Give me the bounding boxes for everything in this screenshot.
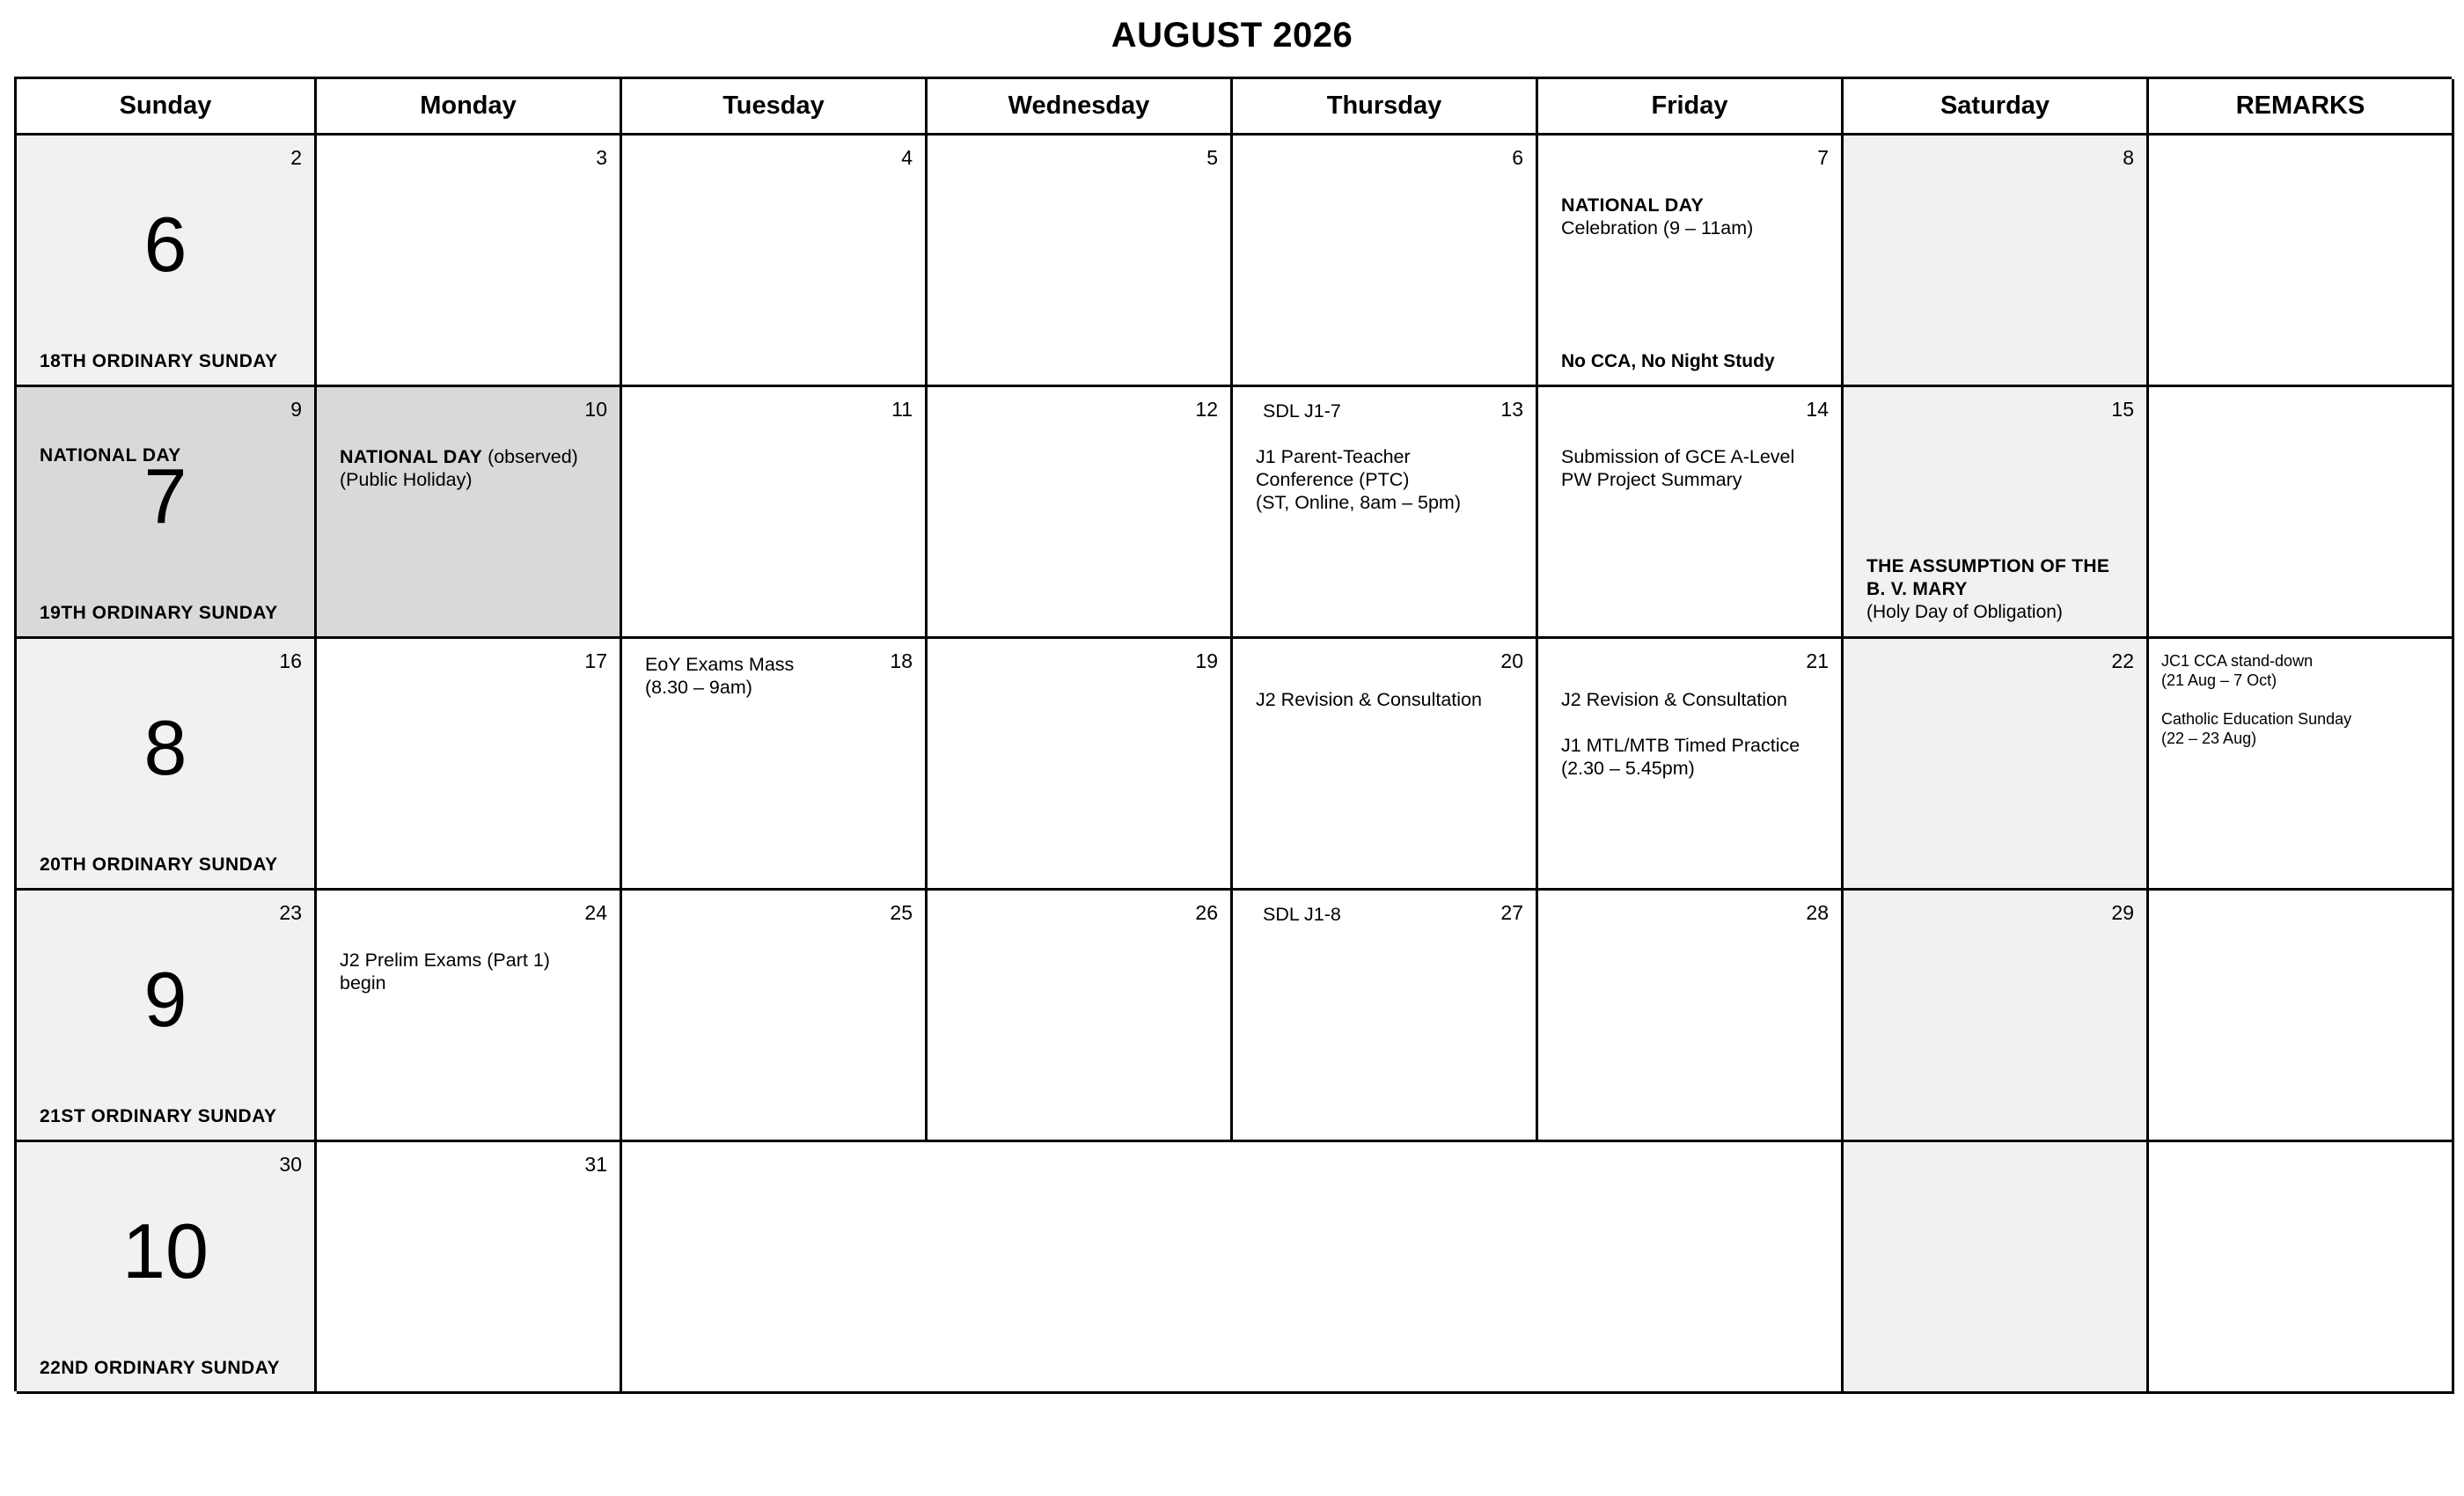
day-number: 19 bbox=[1195, 649, 1218, 672]
day-number: 23 bbox=[279, 901, 302, 924]
event-title-suffix: (observed) bbox=[482, 446, 578, 467]
week-number: 10 bbox=[122, 1207, 209, 1294]
remark-line: (22 – 23 Aug) bbox=[2161, 730, 2257, 747]
day-number: 14 bbox=[1806, 398, 1829, 421]
remarks-cell[interactable] bbox=[2149, 639, 2454, 891]
event-line: Submission of GCE A-Level bbox=[1561, 446, 1795, 467]
header-monday: Monday bbox=[317, 79, 622, 136]
header-thursday: Thursday bbox=[1233, 79, 1538, 136]
event-j2-prelim bbox=[340, 949, 604, 994]
day-number: 25 bbox=[890, 901, 913, 924]
week-number: 7 bbox=[143, 452, 187, 539]
day-number: 13 bbox=[1500, 398, 1523, 421]
day-cell[interactable] bbox=[317, 1142, 622, 1394]
remarks-cell[interactable] bbox=[2149, 891, 2454, 1142]
event-line: (2.30 – 5.45pm) bbox=[1561, 758, 1695, 779]
event-line: begin bbox=[340, 972, 386, 994]
day-number: 7 bbox=[1817, 146, 1829, 169]
day-number: 5 bbox=[1206, 146, 1218, 169]
ordinary-sunday-label: 20TH ORDINARY SUNDAY bbox=[40, 854, 278, 875]
day-number: 12 bbox=[1195, 398, 1218, 421]
day-number: 31 bbox=[584, 1153, 607, 1176]
day-number: 22 bbox=[2111, 649, 2134, 672]
day-cell[interactable] bbox=[1233, 891, 1538, 1142]
remarks-cell[interactable] bbox=[2149, 136, 2454, 387]
day-cell-sunday[interactable] bbox=[17, 891, 317, 1142]
event-line: J2 Prelim Exams (Part 1) bbox=[340, 950, 550, 971]
event-line: Conference (PTC) bbox=[1256, 469, 1410, 490]
sdl-label: SDL J1-7 bbox=[1263, 400, 1341, 422]
remarks-text bbox=[2161, 651, 2443, 748]
event-line: (ST, Online, 8am – 5pm) bbox=[1256, 492, 1462, 513]
day-cell[interactable] bbox=[1538, 891, 1844, 1142]
day-number: 21 bbox=[1806, 649, 1829, 672]
event-line: PW Project Summary bbox=[1561, 469, 1742, 490]
day-number: 6 bbox=[1512, 146, 1523, 169]
day-cell[interactable] bbox=[622, 136, 928, 387]
day-cell[interactable] bbox=[317, 387, 622, 639]
day-cell[interactable] bbox=[317, 136, 622, 387]
day-number: 2 bbox=[290, 146, 302, 169]
event-national-day-observed bbox=[340, 445, 604, 491]
day-cell[interactable] bbox=[1538, 639, 1844, 891]
week-number: 9 bbox=[143, 956, 187, 1043]
remarks-cell[interactable] bbox=[2149, 1142, 2454, 1394]
day-cell-saturday[interactable] bbox=[1844, 891, 2149, 1142]
day-cell-saturday[interactable] bbox=[1844, 136, 2149, 387]
event-eoy-mass bbox=[645, 653, 909, 699]
day-cell[interactable] bbox=[1233, 639, 1538, 891]
event-title: NATIONAL DAY bbox=[40, 445, 181, 466]
event-j2-revision bbox=[1256, 688, 1520, 711]
day-cell[interactable] bbox=[928, 136, 1233, 387]
day-number: 24 bbox=[584, 901, 607, 924]
event-line: EoY Exams Mass bbox=[645, 654, 795, 675]
week-number: 8 bbox=[143, 704, 187, 791]
day-number: 17 bbox=[584, 649, 607, 672]
remark-line: (21 Aug – 7 Oct) bbox=[2161, 671, 2277, 689]
event-title: THE ASSUMPTION OF THE bbox=[1866, 556, 2110, 576]
header-tuesday: Tuesday bbox=[622, 79, 928, 136]
event-line: J2 Revision & Consultation bbox=[1256, 689, 1482, 710]
day-cell[interactable] bbox=[622, 387, 928, 639]
event-line: (8.30 – 9am) bbox=[645, 677, 752, 698]
ordinary-sunday-label: 18TH ORDINARY SUNDAY bbox=[40, 351, 278, 371]
header-friday: Friday bbox=[1538, 79, 1844, 136]
header-sunday: Sunday bbox=[17, 79, 317, 136]
day-cell[interactable] bbox=[928, 387, 1233, 639]
day-cell[interactable] bbox=[928, 891, 1233, 1142]
day-cell[interactable] bbox=[317, 891, 622, 1142]
day-cell-saturday[interactable] bbox=[1844, 387, 2149, 639]
day-number: 30 bbox=[279, 1153, 302, 1176]
sdl-label: SDL J1-8 bbox=[1263, 904, 1341, 925]
calendar-title: AUGUST 2026 bbox=[1111, 16, 1353, 55]
remark-line: Catholic Education Sunday bbox=[2161, 710, 2352, 728]
event-detail: (Holy Day of Obligation) bbox=[1866, 602, 2063, 622]
event-ptc bbox=[1256, 445, 1520, 514]
day-cell[interactable] bbox=[622, 639, 928, 891]
event-detail: (Public Holiday) bbox=[340, 469, 473, 490]
header-remarks: REMARKS bbox=[2149, 79, 2454, 136]
event-note: No CCA, No Night Study bbox=[1561, 351, 1775, 371]
day-cell-sunday[interactable] bbox=[17, 639, 317, 891]
day-cell-saturday-empty bbox=[1844, 1142, 2149, 1394]
week-number: 6 bbox=[143, 201, 187, 288]
day-number: 26 bbox=[1195, 901, 1218, 924]
day-number: 29 bbox=[2111, 901, 2134, 924]
ordinary-sunday-label: 22ND ORDINARY SUNDAY bbox=[40, 1358, 280, 1378]
day-cell[interactable] bbox=[928, 639, 1233, 891]
event-title: B. V. MARY bbox=[1866, 579, 1968, 599]
event-national-day bbox=[1561, 194, 1825, 239]
day-number: 11 bbox=[891, 398, 913, 421]
day-number: 4 bbox=[901, 146, 913, 169]
event-title: NATIONAL DAY bbox=[1561, 194, 1705, 216]
day-number: 27 bbox=[1500, 901, 1523, 924]
day-number: 8 bbox=[2123, 146, 2134, 169]
day-cell-saturday[interactable] bbox=[1844, 639, 2149, 891]
event-pw-submission bbox=[1561, 445, 1825, 491]
event-j2-revision-mtl bbox=[1561, 688, 1825, 780]
day-cell[interactable] bbox=[1538, 387, 1844, 639]
day-cell[interactable] bbox=[1233, 136, 1538, 387]
ordinary-sunday-label: 19TH ORDINARY SUNDAY bbox=[40, 603, 278, 623]
day-number: 10 bbox=[584, 398, 607, 421]
day-cell[interactable] bbox=[622, 891, 928, 1142]
day-cell-sunday[interactable] bbox=[17, 387, 317, 639]
event-line: J1 MTL/MTB Timed Practice bbox=[1561, 735, 1800, 756]
day-number: 15 bbox=[2111, 398, 2134, 421]
event-line: J1 Parent-Teacher bbox=[1256, 446, 1411, 467]
remarks-cell[interactable] bbox=[2149, 387, 2454, 639]
event-line: J2 Revision & Consultation bbox=[1561, 689, 1787, 710]
day-cell-sunday[interactable] bbox=[17, 136, 317, 387]
day-cell-sunday[interactable] bbox=[17, 1142, 317, 1394]
event-detail: Celebration (9 – 11am) bbox=[1561, 217, 1754, 238]
day-number: 9 bbox=[290, 398, 302, 421]
event-title: NATIONAL DAY bbox=[340, 446, 483, 467]
calendar-grid bbox=[14, 77, 2452, 1391]
day-number: 20 bbox=[1500, 649, 1523, 672]
day-cell[interactable] bbox=[317, 639, 622, 891]
ordinary-sunday-label: 21ST ORDINARY SUNDAY bbox=[40, 1106, 277, 1126]
empty-merged-cell bbox=[622, 1142, 1844, 1394]
remark-line: JC1 CCA stand-down bbox=[2161, 652, 2314, 670]
day-number: 3 bbox=[596, 146, 607, 169]
header-saturday: Saturday bbox=[1844, 79, 2149, 136]
day-number: 18 bbox=[890, 649, 913, 672]
header-wednesday: Wednesday bbox=[928, 79, 1233, 136]
day-number: 16 bbox=[279, 649, 302, 672]
day-number: 28 bbox=[1806, 901, 1829, 924]
day-cell[interactable] bbox=[1233, 387, 1538, 639]
event-assumption bbox=[1866, 555, 2130, 624]
day-cell[interactable] bbox=[1538, 136, 1844, 387]
